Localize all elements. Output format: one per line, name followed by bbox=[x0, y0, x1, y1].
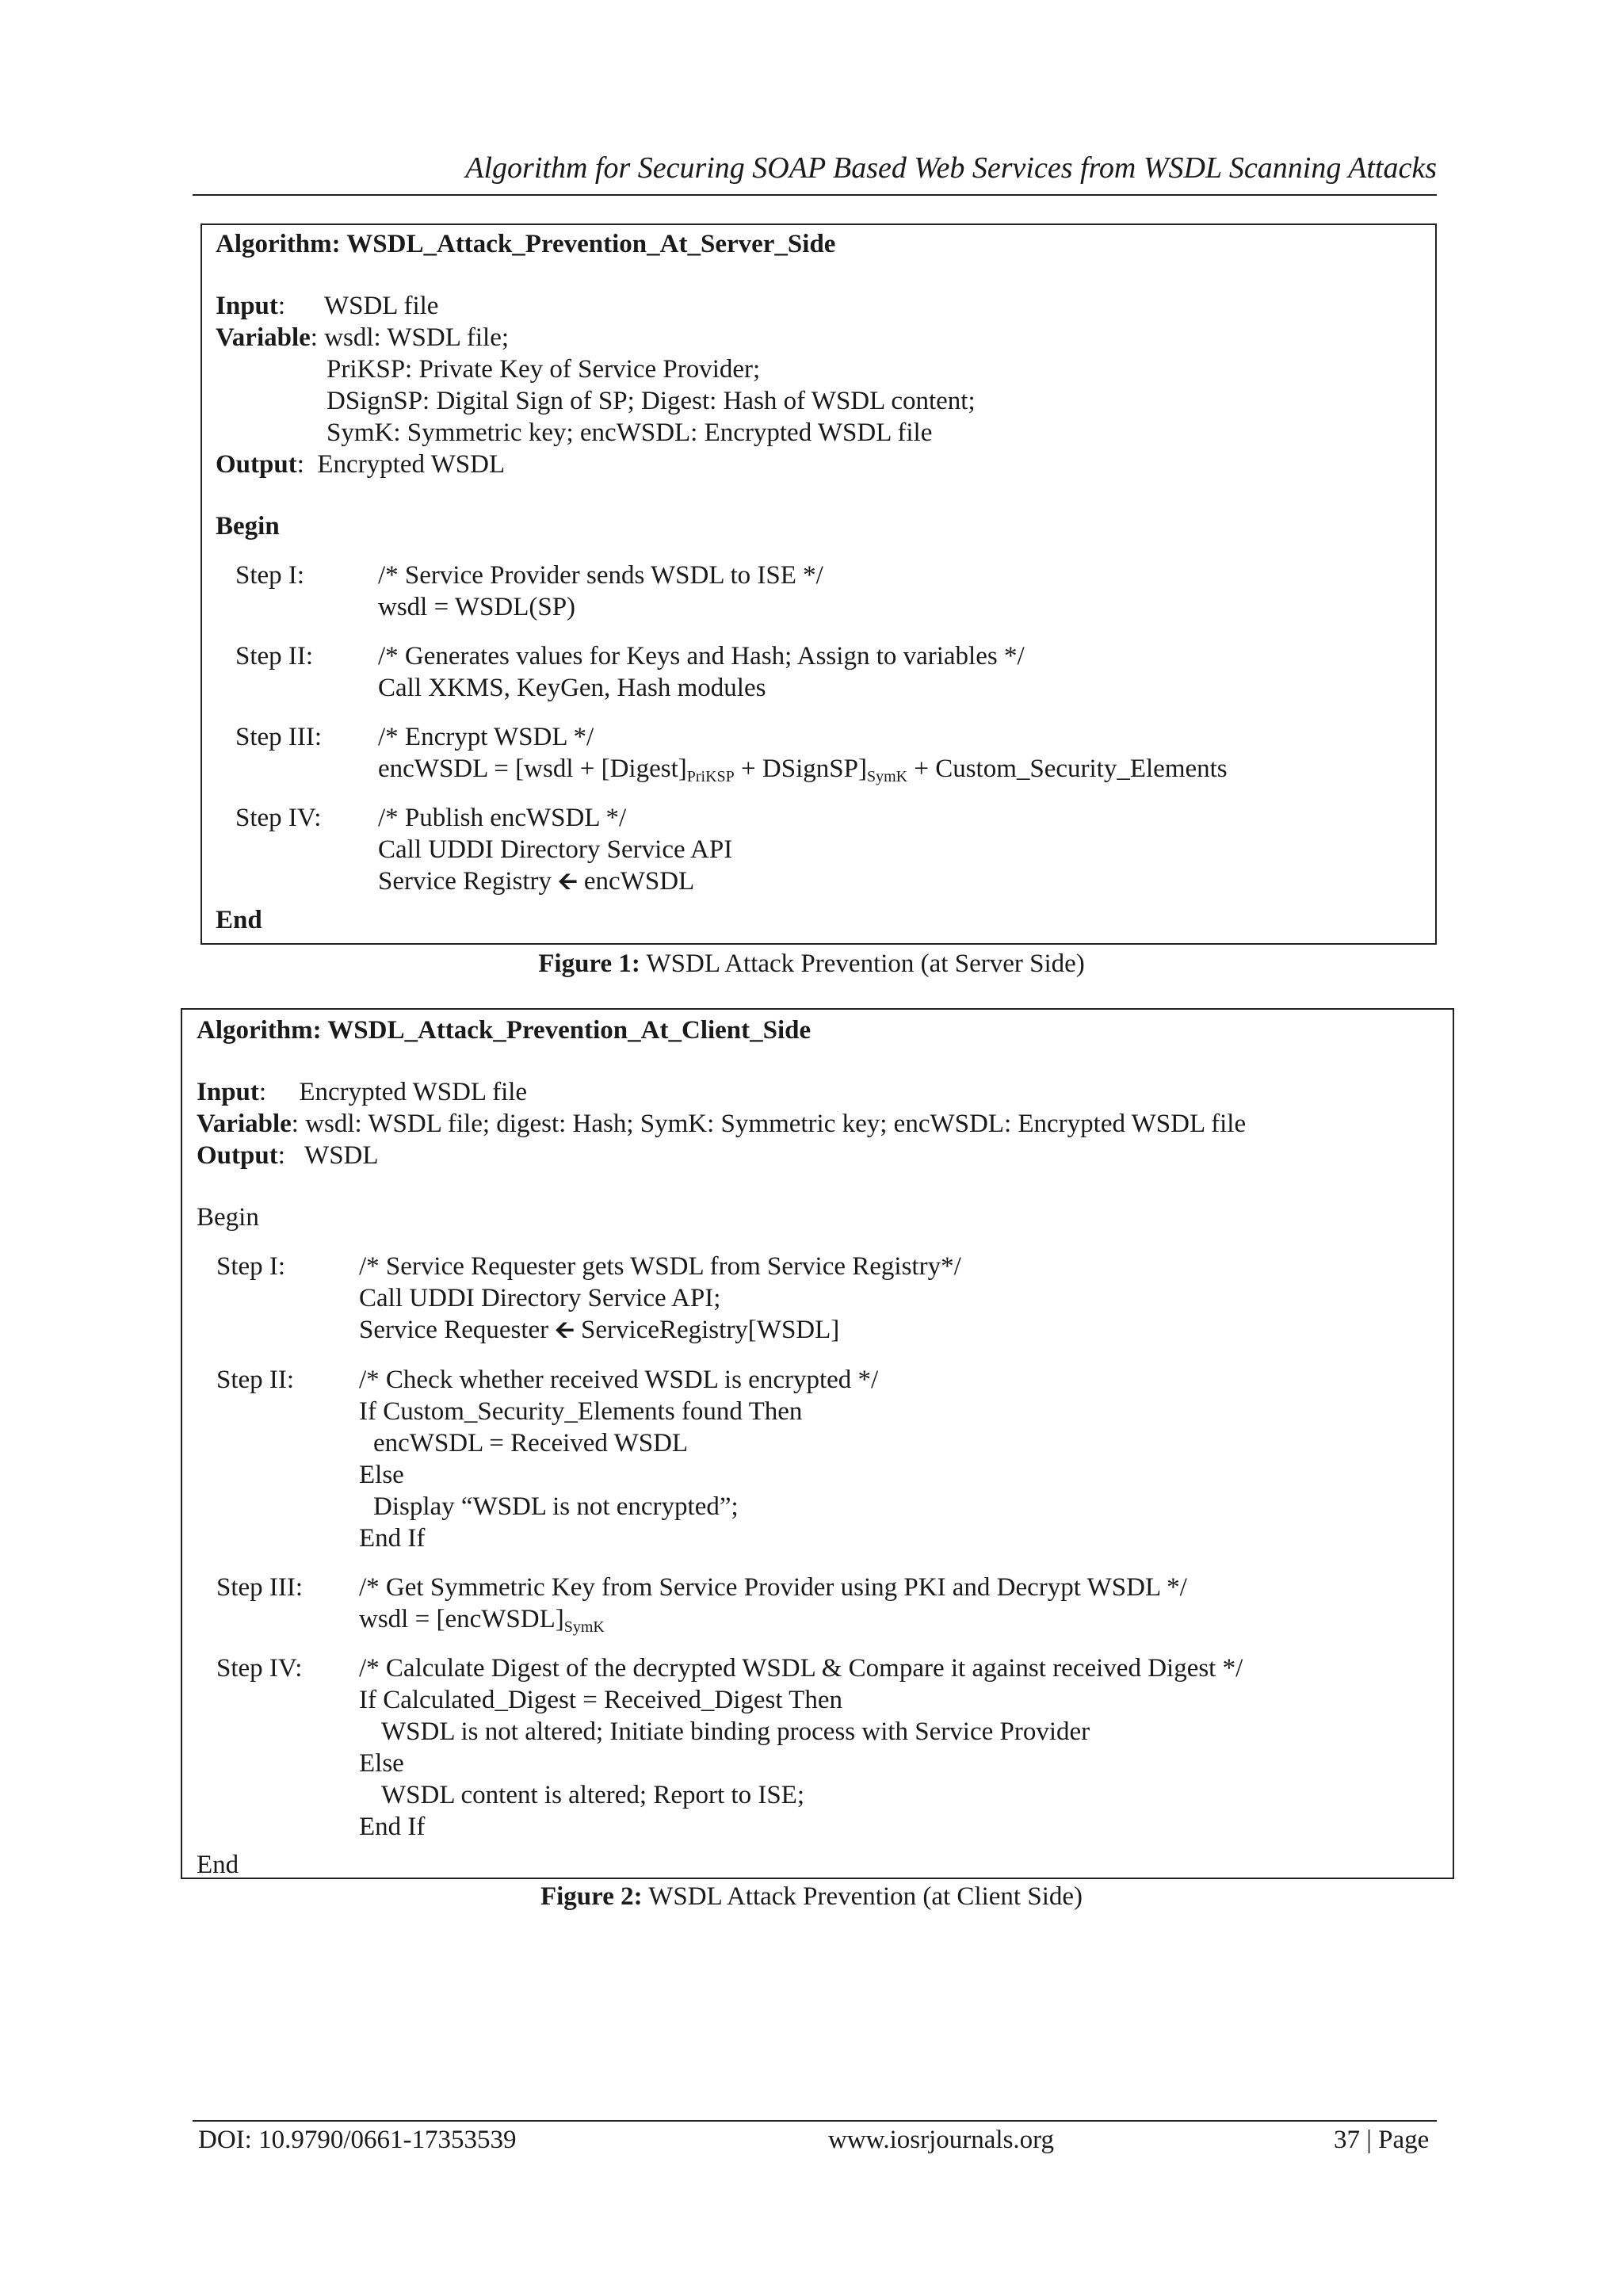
step-label: Step III: bbox=[235, 723, 323, 751]
step-3 bbox=[235, 721, 1435, 785]
step-line: /* Get Symmetric Key from Service Provider using PKI and Decrypt WSDL */ bbox=[359, 1573, 1187, 1602]
step-line: End If bbox=[359, 1813, 426, 1841]
left-arrow-icon: 🡨 bbox=[555, 1316, 575, 1344]
step-line: /* Encrypt WSDL */ bbox=[378, 723, 594, 751]
step-line: Display “WSDL is not encrypted”; bbox=[373, 1492, 739, 1521]
step-2 bbox=[235, 640, 1435, 704]
step-line: wsdl = WSDL(SP) bbox=[378, 593, 576, 621]
begin-keyword: Begin bbox=[216, 512, 280, 541]
figure-1-caption: Figure 1: WSDL Attack Prevention (at Server Side) bbox=[538, 949, 1085, 978]
step-line: WSDL content is altered; Report to ISE; bbox=[381, 1781, 804, 1809]
step-line: /* Service Provider sends WSDL to ISE */ bbox=[378, 561, 823, 590]
footer-page-number: 37 | Page bbox=[1334, 2126, 1430, 2154]
step-label: Step IV: bbox=[235, 804, 322, 832]
step-label: Step II: bbox=[235, 642, 314, 670]
variable-label: Variable bbox=[216, 323, 311, 352]
step-line: If Calculated_Digest = Received_Digest Then bbox=[359, 1686, 842, 1714]
step-line: End If bbox=[359, 1524, 426, 1553]
decryption-formula: wsdl = $[encWSDL]_{SymK}$ bbox=[359, 1605, 605, 1636]
algorithm-title: Algorithm: WSDL_Attack_Prevention_At_Server_Side bbox=[216, 230, 836, 258]
step-line: Call UDDI Directory Service API bbox=[378, 835, 733, 864]
step-4 bbox=[216, 1652, 1453, 1843]
step-line: /* Calculate Digest of the decrypted WSDL & Compare it against received Digest */ bbox=[359, 1654, 1243, 1683]
step-line: Else bbox=[359, 1461, 404, 1489]
step-line: Else bbox=[359, 1749, 404, 1778]
output-value: Encrypted WSDL bbox=[317, 450, 506, 479]
step-4 bbox=[235, 802, 1435, 898]
step-label: Step I: bbox=[235, 561, 305, 590]
output-label: Output bbox=[197, 1141, 278, 1170]
end-keyword: End bbox=[216, 906, 262, 934]
variable-value: wsdl: WSDL file; digest: Hash; SymK: Symmetric key; encWSDL: Encrypted WSDL file bbox=[305, 1110, 1247, 1138]
header-rule bbox=[193, 194, 1437, 196]
variable-line: SymK: Symmetric key; encWSDL: Encrypted WSDL file bbox=[327, 418, 933, 447]
step-line: Call UDDI Directory Service API; bbox=[359, 1284, 721, 1312]
variable-line: DSignSP: Digital Sign of SP; Digest: Hash of WSDL content; bbox=[327, 387, 976, 415]
footer-website: www.iosrjournals.org bbox=[828, 2126, 1055, 2154]
algorithm-title: Algorithm: WSDL_Attack_Prevention_At_Client_Side bbox=[197, 1016, 812, 1045]
left-arrow-icon: 🡨 bbox=[558, 868, 578, 896]
step-line: /* Publish encWSDL */ bbox=[378, 804, 627, 832]
variable-row: Variable: wsdl: WSDL file; bbox=[216, 323, 510, 352]
input-value: Encrypted WSDL file bbox=[299, 1078, 528, 1106]
step-line: /* Generates values for Keys and Hash; Assign to variables */ bbox=[378, 642, 1025, 670]
variable-label: Variable bbox=[197, 1110, 292, 1138]
variable-row: Variable: wsdl: WSDL file; digest: Hash; SymK: Symmetric key; encWSDL: Encrypted WSDL file bbox=[197, 1110, 1247, 1138]
step-label: Step I: bbox=[216, 1252, 286, 1281]
input-label: Input bbox=[197, 1078, 259, 1106]
input-label: Input bbox=[216, 292, 278, 320]
step-1 bbox=[235, 560, 1435, 623]
step-label: Step III: bbox=[216, 1573, 304, 1602]
step-line: If Custom_Security_Elements found Then bbox=[359, 1397, 803, 1426]
step-1 bbox=[216, 1251, 1453, 1347]
input-value: WSDL file bbox=[323, 292, 439, 320]
end-keyword: End bbox=[197, 1851, 239, 1879]
footer-doi: DOI: 10.9790/0661-17353539 bbox=[198, 2126, 517, 2154]
algorithm-box-client-side bbox=[181, 1008, 1454, 1879]
step-line: encWSDL = Received WSDL bbox=[373, 1429, 689, 1457]
encryption-formula: encWSDL = [wsdl + $[Digest]_{PriKSP}$ + $DSignSP]_{SymK}$ + Custom_Security_Elements bbox=[378, 755, 1228, 785]
figure-2-caption: Figure 2: WSDL Attack Prevention (at Client Side) bbox=[540, 1882, 1083, 1911]
algorithm-box-server-side bbox=[200, 223, 1437, 945]
step-label: Step II: bbox=[216, 1366, 295, 1394]
output-label: Output bbox=[216, 450, 297, 479]
requester-assignment: Service Requester 🡨 ServiceRegistry[WSDL] bbox=[359, 1316, 840, 1344]
begin-keyword: Begin bbox=[197, 1203, 259, 1232]
running-header: Algorithm for Securing SOAP Based Web Services from WSDL Scanning Attacks bbox=[465, 151, 1437, 185]
step-label: Step IV: bbox=[216, 1654, 303, 1683]
registry-assignment: Service Registry 🡨 encWSDL bbox=[378, 867, 695, 896]
variable-line: wsdl: WSDL file; bbox=[324, 323, 510, 352]
step-line: WSDL is not altered; Initiate binding process with Service Provider bbox=[381, 1717, 1090, 1746]
input-row: Input: WSDL file bbox=[216, 292, 439, 320]
input-row: Input: Encrypted WSDL file bbox=[197, 1078, 528, 1106]
variable-line: PriKSP: Private Key of Service Provider; bbox=[327, 355, 761, 384]
output-row: Output: Encrypted WSDL bbox=[216, 450, 506, 479]
step-line: Call XKMS, KeyGen, Hash modules bbox=[378, 674, 766, 702]
step-2 bbox=[216, 1364, 1453, 1554]
step-3 bbox=[216, 1572, 1453, 1635]
output-row: Output: WSDL bbox=[197, 1141, 379, 1170]
footer-rule bbox=[193, 2120, 1437, 2122]
output-value: WSDL bbox=[304, 1141, 379, 1170]
step-line: /* Service Requester gets WSDL from Service Registry*/ bbox=[359, 1252, 961, 1281]
step-line: /* Check whether received WSDL is encrypted */ bbox=[359, 1366, 879, 1394]
